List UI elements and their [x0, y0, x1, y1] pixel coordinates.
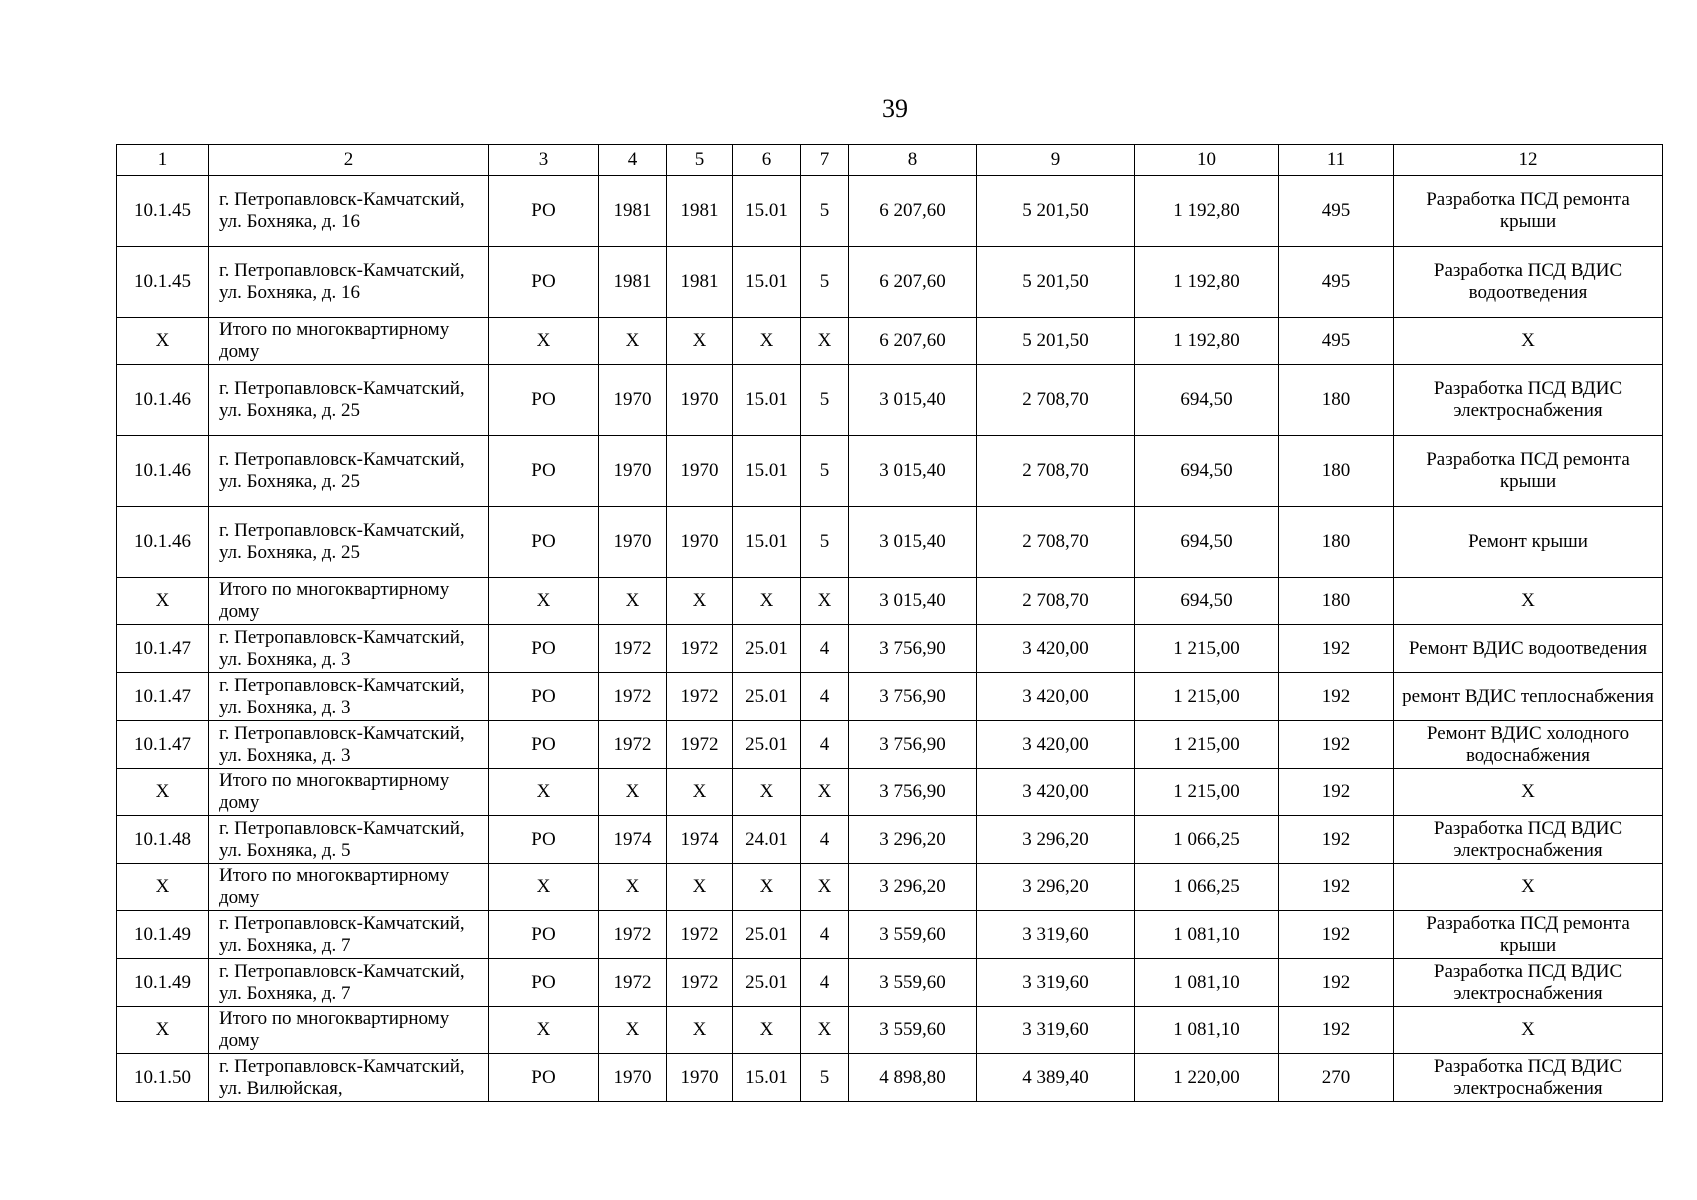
cell-code: Х: [733, 578, 801, 625]
cell-non-living-area: 1 215,00: [1135, 673, 1279, 721]
cell-work-type: Ремонт крыши: [1394, 507, 1663, 578]
cell-type: РО: [489, 365, 599, 436]
cell-year-built: 1974: [599, 816, 667, 864]
cell-work-type: Разработка ПСД ВДИС электроснабжения: [1394, 1054, 1663, 1102]
table-row: [117, 673, 1663, 721]
cell-year-built: 1972: [599, 911, 667, 959]
cell-total-area: 3 559,60: [849, 1007, 977, 1054]
cell-total-area: 3 015,40: [849, 436, 977, 507]
header-cell-year-commissioned: 5: [667, 145, 733, 176]
cell-living-area: 3 420,00: [977, 625, 1135, 673]
cell-year-commissioned: 1972: [667, 911, 733, 959]
cell-non-living-area: 1 066,25: [1135, 816, 1279, 864]
cell-total-area: 3 756,90: [849, 673, 977, 721]
table-row: [117, 959, 1663, 1007]
cell-year-built: 1972: [599, 959, 667, 1007]
cell-type: Х: [489, 864, 599, 911]
cell-code: 25.01: [733, 911, 801, 959]
cell-address: г. Петропавловск-Камчатский, ул. Бохняка, д. 16: [209, 247, 489, 318]
cell-type: РО: [489, 507, 599, 578]
cell-code: 15.01: [733, 436, 801, 507]
cell-address: Итого по многоквартирному дому: [209, 769, 489, 816]
cell-residents: 192: [1279, 673, 1394, 721]
table-row: [117, 911, 1663, 959]
table-row: [117, 625, 1663, 673]
cell-residents: 180: [1279, 365, 1394, 436]
cell-year-commissioned: Х: [667, 864, 733, 911]
cell-year-built: Х: [599, 318, 667, 365]
cell-year-commissioned: 1970: [667, 365, 733, 436]
cell-total-area: 3 756,90: [849, 769, 977, 816]
cell-num: Х: [117, 318, 209, 365]
cell-residents: 495: [1279, 318, 1394, 365]
header-cell-type: 3: [489, 145, 599, 176]
cell-address: г. Петропавловск-Камчатский, ул. Бохняка, д. 7: [209, 959, 489, 1007]
cell-living-area: 3 420,00: [977, 769, 1135, 816]
cell-num: Х: [117, 864, 209, 911]
cell-year-built: 1970: [599, 365, 667, 436]
cell-num: 10.1.49: [117, 911, 209, 959]
header-cell-address: 2: [209, 145, 489, 176]
cell-type: Х: [489, 318, 599, 365]
cell-code: 15.01: [733, 365, 801, 436]
table-row: [117, 507, 1663, 578]
cell-year-commissioned: 1970: [667, 1054, 733, 1102]
cell-total-area: 3 015,40: [849, 365, 977, 436]
cell-residents: 270: [1279, 1054, 1394, 1102]
cell-non-living-area: 1 081,10: [1135, 911, 1279, 959]
cell-code: Х: [733, 318, 801, 365]
cell-num: Х: [117, 1007, 209, 1054]
cell-floors: Х: [801, 769, 849, 816]
cell-non-living-area: 1 192,80: [1135, 247, 1279, 318]
cell-living-area: 2 708,70: [977, 507, 1135, 578]
cell-total-area: 3 756,90: [849, 721, 977, 769]
cell-type: Х: [489, 769, 599, 816]
cell-code: Х: [733, 769, 801, 816]
cell-type: РО: [489, 247, 599, 318]
cell-residents: 192: [1279, 625, 1394, 673]
table-row: [117, 1007, 1663, 1054]
cell-floors: 5: [801, 1054, 849, 1102]
cell-non-living-area: 694,50: [1135, 436, 1279, 507]
cell-floors: 5: [801, 365, 849, 436]
cell-residents: 192: [1279, 1007, 1394, 1054]
cell-residents: 495: [1279, 247, 1394, 318]
table-row: [117, 816, 1663, 864]
cell-non-living-area: 694,50: [1135, 578, 1279, 625]
cell-type: РО: [489, 721, 599, 769]
cell-living-area: 5 201,50: [977, 247, 1135, 318]
cell-non-living-area: 1 066,25: [1135, 864, 1279, 911]
table-row: [117, 318, 1663, 365]
cell-year-commissioned: 1972: [667, 721, 733, 769]
header-cell-non-living-area: 10: [1135, 145, 1279, 176]
cell-num: 10.1.47: [117, 625, 209, 673]
cell-total-area: 6 207,60: [849, 318, 977, 365]
cell-code: 15.01: [733, 176, 801, 247]
cell-total-area: 3 756,90: [849, 625, 977, 673]
cell-year-built: 1970: [599, 1054, 667, 1102]
cell-address: г. Петропавловск-Камчатский, ул. Бохняка, д. 25: [209, 507, 489, 578]
cell-living-area: 2 708,70: [977, 436, 1135, 507]
cell-total-area: 3 296,20: [849, 864, 977, 911]
cell-type: РО: [489, 625, 599, 673]
cell-residents: 192: [1279, 911, 1394, 959]
cell-year-built: 1972: [599, 673, 667, 721]
header-cell-code: 6: [733, 145, 801, 176]
cell-address: Итого по многоквартирному дому: [209, 1007, 489, 1054]
cell-year-commissioned: 1970: [667, 436, 733, 507]
cell-residents: 192: [1279, 721, 1394, 769]
cell-num: 10.1.45: [117, 247, 209, 318]
cell-non-living-area: 1 192,80: [1135, 176, 1279, 247]
cell-work-type: Ремонт ВДИС холодного водоснабжения: [1394, 721, 1663, 769]
cell-floors: Х: [801, 578, 849, 625]
cell-work-type: Х: [1394, 864, 1663, 911]
cell-year-built: Х: [599, 578, 667, 625]
cell-year-built: 1981: [599, 176, 667, 247]
cell-floors: Х: [801, 1007, 849, 1054]
cell-living-area: 3 319,60: [977, 911, 1135, 959]
cell-work-type: Разработка ПСД ВДИС электроснабжения: [1394, 365, 1663, 436]
cell-non-living-area: 694,50: [1135, 507, 1279, 578]
cell-living-area: 4 389,40: [977, 1054, 1135, 1102]
cell-total-area: 6 207,60: [849, 247, 977, 318]
cell-address: Итого по многоквартирному дому: [209, 578, 489, 625]
cell-residents: 192: [1279, 959, 1394, 1007]
cell-year-commissioned: 1974: [667, 816, 733, 864]
cell-work-type: Х: [1394, 318, 1663, 365]
cell-num: 10.1.46: [117, 507, 209, 578]
cell-year-commissioned: 1970: [667, 507, 733, 578]
cell-num: 10.1.47: [117, 673, 209, 721]
table-row: [117, 436, 1663, 507]
header-cell-year-built: 4: [599, 145, 667, 176]
cell-type: РО: [489, 959, 599, 1007]
cell-floors: 4: [801, 721, 849, 769]
cell-total-area: 3 296,20: [849, 816, 977, 864]
cell-living-area: 3 319,60: [977, 1007, 1135, 1054]
cell-work-type: Разработка ПСД ремонта крыши: [1394, 436, 1663, 507]
cell-year-commissioned: Х: [667, 578, 733, 625]
cell-type: Х: [489, 578, 599, 625]
cell-num: 10.1.46: [117, 365, 209, 436]
page-number: 39: [882, 94, 908, 123]
cell-year-commissioned: 1972: [667, 673, 733, 721]
table-row: [117, 769, 1663, 816]
header-cell-work-type: 12: [1394, 145, 1663, 176]
cell-work-type: Ремонт ВДИС водоотведения: [1394, 625, 1663, 673]
cell-living-area: 3 420,00: [977, 721, 1135, 769]
header-cell-num: 1: [117, 145, 209, 176]
cell-address: г. Петропавловск-Камчатский, ул. Бохняка, д. 3: [209, 625, 489, 673]
cell-address: г. Петропавловск-Камчатский, ул. Бохняка, д. 3: [209, 673, 489, 721]
cell-work-type: Разработка ПСД ВДИС водоотведения: [1394, 247, 1663, 318]
cell-code: 25.01: [733, 625, 801, 673]
cell-residents: 180: [1279, 436, 1394, 507]
table-row: [117, 365, 1663, 436]
cell-type: РО: [489, 1054, 599, 1102]
cell-floors: 5: [801, 176, 849, 247]
cell-total-area: 4 898,80: [849, 1054, 977, 1102]
cell-floors: 4: [801, 673, 849, 721]
cell-code: 15.01: [733, 247, 801, 318]
table-row: [117, 721, 1663, 769]
cell-living-area: 3 296,20: [977, 864, 1135, 911]
cell-code: 24.01: [733, 816, 801, 864]
cell-type: РО: [489, 816, 599, 864]
table-row: [117, 247, 1663, 318]
cell-work-type: Разработка ПСД ВДИС электроснабжения: [1394, 959, 1663, 1007]
cell-num: 10.1.46: [117, 436, 209, 507]
cell-non-living-area: 1 081,10: [1135, 959, 1279, 1007]
cell-non-living-area: 1 215,00: [1135, 625, 1279, 673]
cell-living-area: 3 319,60: [977, 959, 1135, 1007]
cell-year-commissioned: 1972: [667, 625, 733, 673]
cell-year-commissioned: Х: [667, 1007, 733, 1054]
cell-non-living-area: 694,50: [1135, 365, 1279, 436]
cell-residents: 192: [1279, 816, 1394, 864]
header-cell-total-area: 8: [849, 145, 977, 176]
cell-num: 10.1.48: [117, 816, 209, 864]
table-row: [117, 578, 1663, 625]
cell-floors: Х: [801, 318, 849, 365]
cell-type: РО: [489, 911, 599, 959]
cell-address: г. Петропавловск-Камчатский, ул. Бохняка, д. 25: [209, 365, 489, 436]
cell-non-living-area: 1 220,00: [1135, 1054, 1279, 1102]
cell-year-commissioned: Х: [667, 318, 733, 365]
cell-code: 15.01: [733, 1054, 801, 1102]
cell-address: Итого по многоквартирному дому: [209, 864, 489, 911]
cell-living-area: 3 296,20: [977, 816, 1135, 864]
cell-floors: 4: [801, 816, 849, 864]
cell-num: 10.1.49: [117, 959, 209, 1007]
header-cell-living-area: 9: [977, 145, 1135, 176]
cell-work-type: Х: [1394, 578, 1663, 625]
cell-residents: 495: [1279, 176, 1394, 247]
cell-residents: 192: [1279, 864, 1394, 911]
header-cell-residents: 11: [1279, 145, 1394, 176]
cell-total-area: 3 015,40: [849, 507, 977, 578]
cell-total-area: 6 207,60: [849, 176, 977, 247]
cell-code: 15.01: [733, 507, 801, 578]
cell-year-built: 1972: [599, 625, 667, 673]
header-row: [117, 145, 1663, 176]
cell-type: Х: [489, 1007, 599, 1054]
cell-address: г. Петропавловск-Камчатский, ул. Бохняка, д. 5: [209, 816, 489, 864]
cell-floors: Х: [801, 864, 849, 911]
cell-type: РО: [489, 436, 599, 507]
header-cell-floors: 7: [801, 145, 849, 176]
cell-type: РО: [489, 176, 599, 247]
cell-num: Х: [117, 769, 209, 816]
cell-code: Х: [733, 1007, 801, 1054]
data-table: [116, 144, 1663, 1102]
cell-year-built: Х: [599, 1007, 667, 1054]
cell-residents: 180: [1279, 578, 1394, 625]
table-row: [117, 1054, 1663, 1102]
cell-address: г. Петропавловск-Камчатский, ул. Бохняка, д. 16: [209, 176, 489, 247]
cell-floors: 5: [801, 507, 849, 578]
cell-floors: 5: [801, 247, 849, 318]
cell-year-built: Х: [599, 769, 667, 816]
cell-work-type: Разработка ПСД ремонта крыши: [1394, 911, 1663, 959]
cell-work-type: Разработка ПСД ВДИС электроснабжения: [1394, 816, 1663, 864]
cell-code: Х: [733, 864, 801, 911]
table-row: [117, 176, 1663, 247]
cell-non-living-area: 1 081,10: [1135, 1007, 1279, 1054]
cell-non-living-area: 1 215,00: [1135, 769, 1279, 816]
cell-code: 25.01: [733, 673, 801, 721]
cell-address: г. Петропавловск-Камчатский, ул. Бохняка, д. 7: [209, 911, 489, 959]
table-row: [117, 864, 1663, 911]
cell-year-built: 1970: [599, 507, 667, 578]
cell-code: 25.01: [733, 959, 801, 1007]
cell-living-area: 2 708,70: [977, 365, 1135, 436]
cell-total-area: 3 559,60: [849, 911, 977, 959]
cell-year-built: 1972: [599, 721, 667, 769]
cell-num: 10.1.45: [117, 176, 209, 247]
cell-floors: 4: [801, 959, 849, 1007]
cell-year-built: 1981: [599, 247, 667, 318]
cell-living-area: 5 201,50: [977, 318, 1135, 365]
cell-work-type: Разработка ПСД ремонта крыши: [1394, 176, 1663, 247]
cell-living-area: 2 708,70: [977, 578, 1135, 625]
cell-year-built: Х: [599, 864, 667, 911]
cell-year-built: 1970: [599, 436, 667, 507]
cell-address: г. Петропавловск-Камчатский, ул. Бохняка, д. 25: [209, 436, 489, 507]
cell-floors: 5: [801, 436, 849, 507]
cell-living-area: 5 201,50: [977, 176, 1135, 247]
cell-year-commissioned: 1981: [667, 247, 733, 318]
cell-year-commissioned: 1972: [667, 959, 733, 1007]
cell-non-living-area: 1 192,80: [1135, 318, 1279, 365]
cell-residents: 180: [1279, 507, 1394, 578]
cell-year-commissioned: 1981: [667, 176, 733, 247]
cell-type: РО: [489, 673, 599, 721]
cell-total-area: 3 015,40: [849, 578, 977, 625]
cell-floors: 4: [801, 625, 849, 673]
cell-code: 25.01: [733, 721, 801, 769]
cell-num: Х: [117, 578, 209, 625]
cell-address: г. Петропавловск-Камчатский, ул. Бохняка, д. 3: [209, 721, 489, 769]
cell-living-area: 3 420,00: [977, 673, 1135, 721]
cell-work-type: ремонт ВДИС теплоснабжения: [1394, 673, 1663, 721]
cell-floors: 4: [801, 911, 849, 959]
cell-num: 10.1.47: [117, 721, 209, 769]
cell-address: Итого по многоквартирному дому: [209, 318, 489, 365]
cell-year-commissioned: Х: [667, 769, 733, 816]
cell-work-type: Х: [1394, 1007, 1663, 1054]
cell-residents: 192: [1279, 769, 1394, 816]
cell-num: 10.1.50: [117, 1054, 209, 1102]
cell-address: г. Петропавловск-Камчатский, ул. Вилюйская,: [209, 1054, 489, 1102]
cell-work-type: Х: [1394, 769, 1663, 816]
cell-non-living-area: 1 215,00: [1135, 721, 1279, 769]
cell-total-area: 3 559,60: [849, 959, 977, 1007]
